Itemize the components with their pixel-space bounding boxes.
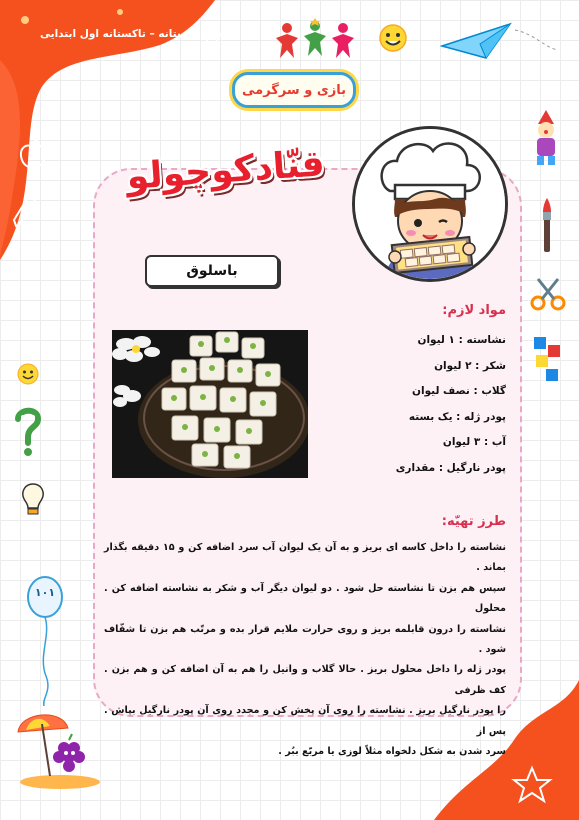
smiley-icon [378, 23, 408, 53]
kids-logo-icon [272, 18, 358, 60]
chef-illustration [352, 126, 508, 282]
ingredient-item: نشاسته : ۱ لیوان [417, 334, 506, 346]
blocks-icon [532, 335, 562, 385]
smiley-icon [16, 362, 40, 386]
ingredient-item: شکر : ۲ لیوان [434, 359, 506, 372]
ingredients-list [316, 330, 506, 483]
apple-icon [18, 138, 48, 170]
preparation-line: نشاسته را داخل کاسه ای بریز و به آن یک لیوان آب سرد اضافه کن و ۱۵ دقیقه بگذار بماند . [104, 542, 506, 574]
star-icon [200, 25, 224, 49]
dish-name-box [145, 255, 279, 287]
lightbulb-icon [20, 482, 46, 518]
food-photo-image [112, 330, 308, 478]
question-mark-icon [10, 405, 46, 460]
preparation-text [104, 538, 506, 762]
ingredient-item: پودر نارگیل : مقداری [395, 461, 506, 474]
preparation-heading: طرز تهیّه: [441, 514, 506, 529]
preparation-line: نشاسته را درون قابلمه بریز و روی حرارت ملایم قرار بده و مرتّب هم بزن تا شفّاف شود . [104, 623, 506, 656]
paper-plane-icon [440, 18, 560, 68]
scissors-icon [530, 275, 566, 311]
chef-icon [355, 129, 505, 279]
pencil-icon [10, 190, 38, 230]
ingredient-item: آب : ۳ لیوان [442, 436, 506, 448]
preparation-line: را پودر نارگیل بریز . نشاسته را روی آن پخش کن و مجدد روی آن پودر نارگیل بپاش . پس از [104, 705, 506, 737]
dish-name: باسلوق [186, 263, 238, 279]
clown-icon [528, 110, 564, 166]
section-badge-label: بازی و سرگرمی [242, 82, 347, 98]
food-photo [112, 330, 308, 478]
ingredient-item: گلاب : نصف لیوان [412, 385, 506, 397]
umbrella-grape-icon [12, 706, 102, 790]
ingredient-item: پودر ژله : یک بسته [408, 410, 506, 423]
page-number: ۱۰۱ [34, 586, 56, 599]
preparation-line: سپس هم بزن تا نشاسته حل شود . دو لیوان دیگر آب و شکر به نشاسته اضافه کن . محلول [104, 582, 506, 615]
header-subtitle: تابستانه – تاکستانه اول ابتدایی [40, 28, 200, 40]
preparation-line: پودر ژله را داخل محلول بریز . حالا گلاب و وانیل را هم به آن اضافه کن و هم بزن . کف ظرفی [104, 664, 506, 696]
section-badge [232, 72, 356, 108]
page-title: قنّادکوچولو [125, 143, 326, 198]
paintbrush-icon [536, 198, 558, 254]
ingredients-heading: مواد لازم: [442, 303, 506, 318]
preparation-line: سرد شدن به شکل دلخواه مثلاً لوزی یا مربّع ببُر . [278, 746, 506, 758]
